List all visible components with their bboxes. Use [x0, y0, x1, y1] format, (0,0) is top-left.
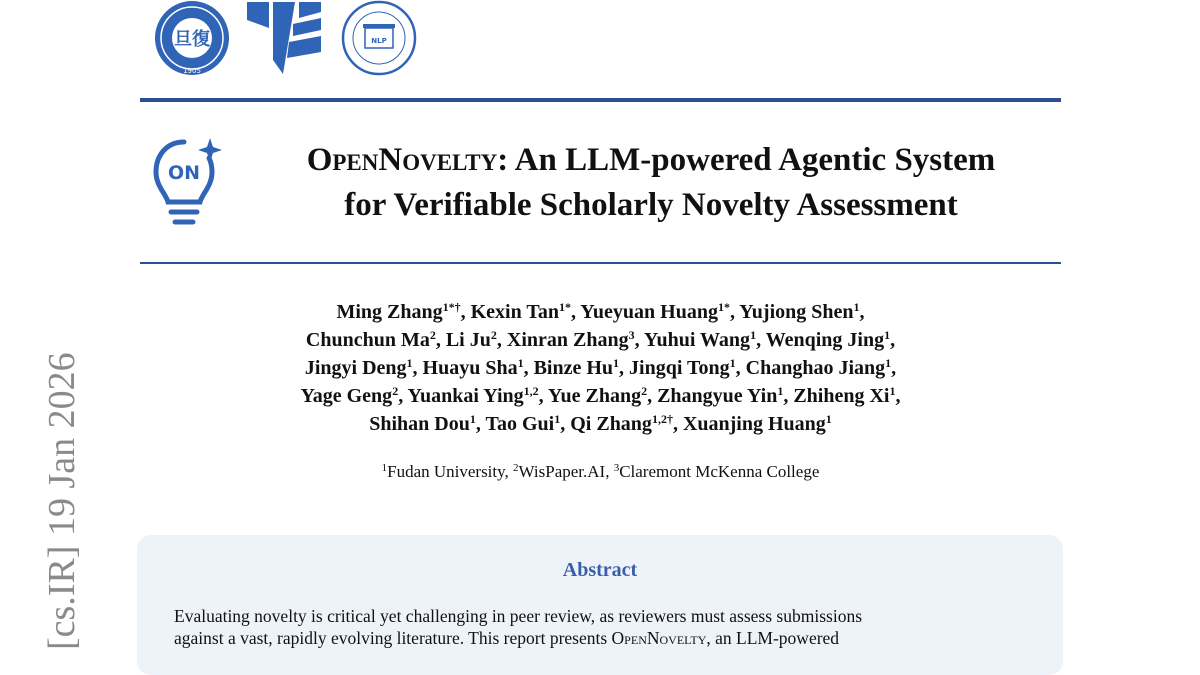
author-affil: 1	[777, 384, 784, 398]
author-name: Wenqing Jing	[765, 329, 885, 351]
author-name: Changhao Jiang	[745, 357, 886, 379]
affil-name: Fudan University	[387, 462, 505, 481]
author-affil: 1*	[717, 300, 730, 314]
arxiv-stamp: [cs.IR] 19 Jan 2026	[41, 352, 83, 650]
author-name: Yueyuan Huang	[580, 301, 718, 323]
affil-marker: 1	[381, 462, 388, 474]
author-name: Chunchun Ma	[305, 329, 430, 351]
author-line: Ming Zhang$^{1*\dagger}$, Kexin Tan$^{1*}$, Yueyuan Huang$^{1*}$, Yujiong Shen$^1$,	[336, 300, 865, 323]
author-line: Shihan Dou$^1$, Tao Gui$^1$, Qi Zhang$^{1,2\dagger}$, Xuanjing Huang$^1$	[369, 412, 832, 435]
svg-text:旦復: 旦復	[174, 29, 210, 50]
svg-text:NLP: NLP	[371, 37, 387, 45]
paper-title	[236, 138, 1066, 228]
logo-bar	[150, 0, 450, 80]
author-affil: 2	[429, 328, 436, 342]
author-name: Shihan Dou	[369, 413, 470, 435]
author-name: Zhangyue Yin	[657, 385, 778, 407]
affiliations: $^1$Fudan University, $^2$WisPaper.AI, $^3$Claremont McKenna College	[381, 462, 820, 481]
author-affil: 1	[469, 412, 476, 426]
author-affil: 1	[750, 328, 757, 342]
fudan-nlp-seal-icon	[338, 0, 420, 78]
author-affil: 1	[517, 356, 524, 370]
author-line: Chunchun Ma$^2$, Li Ju$^2$, Xinran Zhang$^3$, Yuhui Wang$^1$, Wenqing Jing$^1$,	[305, 328, 896, 351]
abstract-system-name: OpenNovelty	[611, 628, 707, 648]
author-affil: 1*†	[442, 300, 461, 314]
author-affil: 1	[613, 356, 620, 370]
author-affil: 1	[889, 384, 896, 398]
author-name: Tao Gui	[485, 413, 555, 435]
author-name: Binze Hu	[533, 357, 614, 379]
affil-name: WisPaper.AI	[518, 462, 606, 481]
author-affil: 1*	[559, 300, 572, 314]
title-line-1-rest: : An LLM-powered Agentic System	[497, 142, 996, 178]
abstract-line-1: Evaluating novelty is critical yet challenging in peer review, as reviewers must assess submissions	[174, 606, 863, 626]
abstract-line-2-post: , an LLM-powered	[706, 628, 840, 648]
author-name: Yuankai Ying	[407, 385, 524, 407]
author-affil: 3	[628, 328, 635, 342]
author-affil: 1,2†	[651, 412, 673, 426]
author-name: Qi Zhang	[570, 413, 652, 435]
abstract-box	[137, 535, 1063, 675]
author-affil: 1	[825, 412, 832, 426]
fudan-seal-icon	[150, 0, 234, 78]
author-name: Yujiong Shen	[739, 301, 854, 323]
author-name: Kexin Tan	[470, 301, 560, 323]
author-list	[140, 298, 1061, 438]
author-name: Jingqi Tong	[629, 357, 730, 379]
affil-marker: 3	[613, 462, 620, 474]
author-name: Li Ju	[445, 329, 491, 351]
abstract-line-2-pre: against a vast, rapidly evolving literature. This report presents	[174, 628, 612, 648]
abstract-line-2	[174, 627, 1029, 649]
author-line: Yage Geng$^2$, Yuankai Ying$^{1,2}$, Yue Zhang$^2$, Zhangyue Yin$^1$, Zhiheng Xi$^1$,	[300, 384, 901, 407]
affil-marker: 2	[513, 462, 519, 474]
author-affil: 1	[885, 356, 892, 370]
system-name: OpenNovelty	[306, 142, 498, 178]
title-rule	[140, 262, 1061, 264]
abstract-heading: Abstract	[562, 559, 638, 581]
author-line: Jingyi Deng$^1$, Huayu Sha$^1$, Binze Hu$^1$, Jingqi Tong$^1$, Changhao Jiang$^1$,	[304, 356, 897, 379]
lightbulb-icon	[152, 136, 222, 236]
author-affil: 1	[853, 300, 860, 314]
author-name: Xinran Zhang	[506, 329, 629, 351]
title-line-1	[236, 138, 1066, 183]
author-affil: 2	[392, 384, 399, 398]
author-name: Jingyi Deng	[304, 357, 407, 379]
author-name: Yage Geng	[300, 385, 393, 407]
author-affil: 2	[641, 384, 648, 398]
author-name: Huayu Sha	[422, 357, 518, 379]
title-line-2: for Verifiable Scholarly Novelty Assessment	[344, 187, 958, 223]
abstract-text	[174, 605, 1029, 649]
author-affil: 1	[554, 412, 561, 426]
author-affil: 1,2	[523, 384, 539, 398]
header-rule	[140, 98, 1061, 102]
author-name: Yuhui Wang	[643, 329, 751, 351]
author-affil: 1	[729, 356, 736, 370]
author-name: Zhiheng Xi	[793, 385, 890, 407]
author-name: Yue Zhang	[547, 385, 642, 407]
author-affil: 1	[884, 328, 891, 342]
author-affil: 1	[406, 356, 413, 370]
author-name: Ming Zhang	[336, 301, 443, 323]
author-affil: 2	[490, 328, 497, 342]
svg-text:ON: ON	[167, 162, 201, 184]
affil-name: Claremont McKenna College	[619, 462, 820, 481]
author-name: Xuanjing Huang	[682, 413, 826, 435]
wispaper-logo-icon	[245, 0, 325, 76]
svg-text:1905: 1905	[183, 67, 201, 75]
